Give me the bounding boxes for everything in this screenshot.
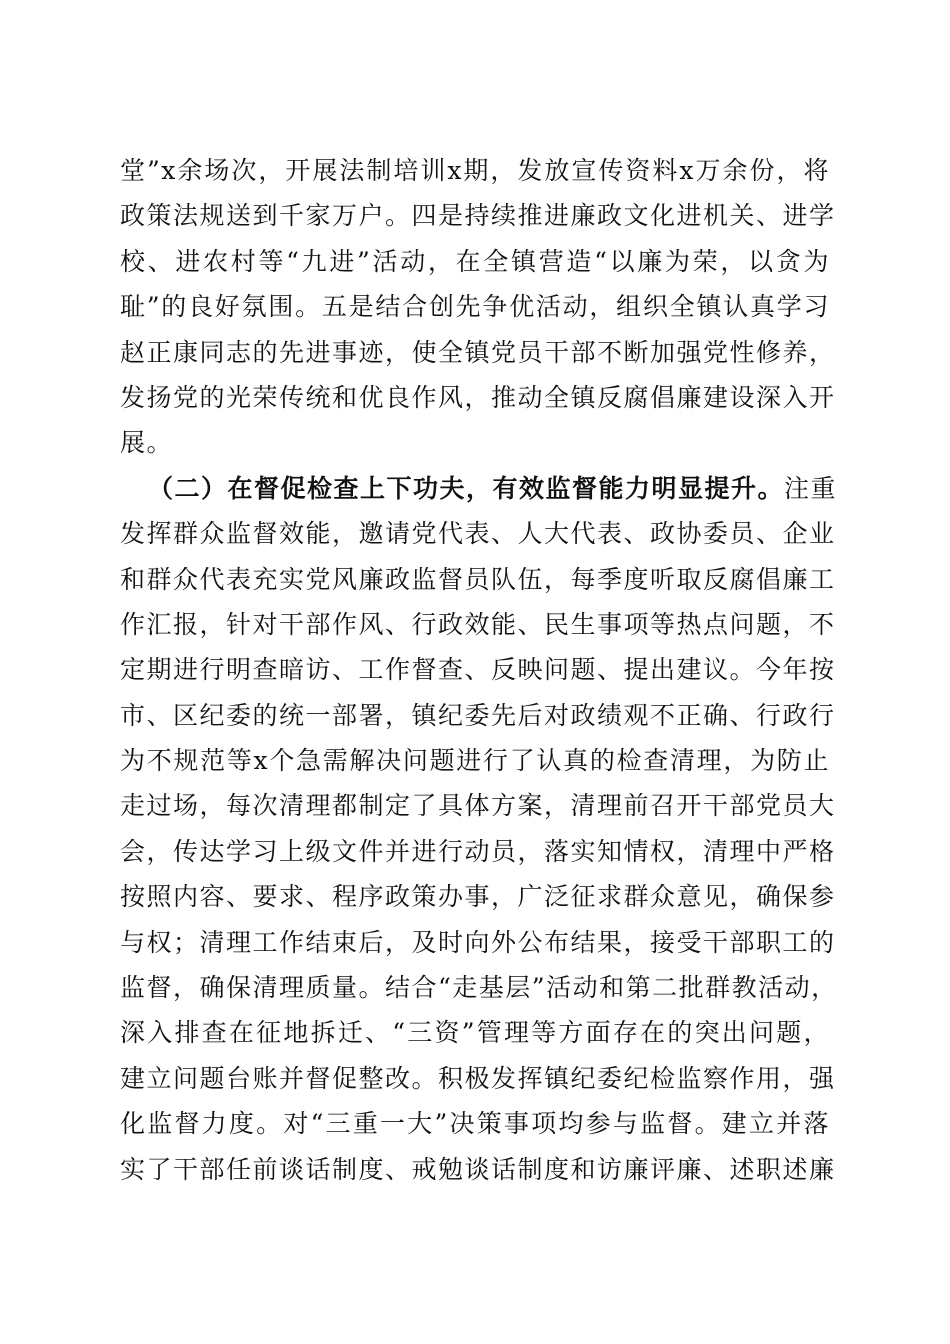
paragraph-line [120, 148, 830, 193]
line-text: 市、区纪委的统一部署，镇纪委先后对政绩观不正确、行政行 [120, 700, 836, 730]
paragraph-line [120, 239, 830, 284]
line-text: 深入排查在征地拆迁、“三资”管理等方面存在的突出问题， [120, 1018, 830, 1048]
line-text: 校、进农村等“九进”活动，在全镇营造“以廉为荣，以贪为 [120, 246, 830, 276]
line-text: 耻”的良好氛围。五是结合创先争优活动，组织全镇认真学习 [120, 292, 830, 322]
line-text: 会，传达学习上级文件并进行动员，落实知情权，清理中严格 [120, 836, 836, 866]
paragraph-line [120, 738, 830, 783]
paragraph-line [120, 783, 836, 828]
line-text: 发扬党的光荣传统和优良作风，推动全镇反腐倡廉建设深入开 [120, 382, 836, 412]
line-text: 与权；清理工作结束后，及时向外公布结果，接受干部职工的 [120, 927, 836, 957]
line-text: 定期进行明查暗访、工作督查、反映问题、提出建议。今年按 [120, 655, 836, 685]
line-text: 堂”x余场次，开展法制培训x期，发放宣传资料x万余份，将 [120, 156, 830, 185]
paragraph-line [120, 557, 836, 602]
paragraph-line [120, 1056, 836, 1101]
paragraph-line [120, 829, 836, 874]
paragraph-line [120, 920, 836, 965]
line-text: 发挥群众监督效能，邀请党代表、人大代表、政协委员、企业 [120, 519, 836, 549]
line-text: 政策法规送到千家万户。四是持续推进廉政文化进机关、进学 [120, 201, 836, 231]
line-text: 建立问题台账并督促整改。积极发挥镇纪委纪检监察作用，强 [120, 1063, 836, 1093]
paragraph-line [120, 693, 836, 738]
line-text: 走过场，每次清理都制定了具体方案，清理前召开干部党员大 [120, 791, 836, 821]
paragraph-line [120, 1101, 830, 1146]
paragraph-line [120, 193, 836, 238]
paragraph-line [120, 602, 836, 647]
paragraph-line [120, 511, 836, 556]
paragraph-line [120, 420, 830, 465]
paragraph-line [120, 1147, 836, 1192]
section-heading-line [120, 466, 838, 511]
paragraph-line [120, 375, 836, 420]
line-text: 作汇报，针对干部作风、行政效能、民生事项等热点问题，不 [120, 609, 836, 639]
line-text: 赵正康同志的先进事迹，使全镇党员干部不断加强党性修养， [120, 337, 836, 367]
line-text: 化监督力度。对“三重一大”决策事项均参与监督。建立并落 [120, 1109, 830, 1139]
line-text: 为不规范等x个急需解决问题进行了认真的检查清理，为防止 [120, 746, 830, 776]
paragraph-line [120, 330, 836, 375]
paragraph-line [120, 1010, 830, 1055]
section-heading: （二）在督促检查上下功夫，有效监督能力明显提升。 [148, 473, 785, 503]
line-text: 展。 [120, 428, 174, 458]
line-text: 注重 [784, 473, 838, 503]
line-text: 和群众代表充实党风廉政监督员队伍，每季度听取反腐倡廉工 [120, 564, 836, 594]
line-text: 实了干部任前谈话制度、戒勉谈话制度和访廉评廉、述职述廉 [120, 1154, 836, 1184]
paragraph-line [120, 284, 830, 329]
document-body [120, 148, 838, 1192]
line-text: 按照内容、要求、程序政策办事，广泛征求群众意见，确保参 [120, 882, 836, 912]
paragraph-line [120, 965, 838, 1010]
line-text: 监督，确保清理质量。结合“走基层”活动和第二批群教活动， [120, 973, 838, 1003]
paragraph-line [120, 874, 836, 919]
paragraph-line [120, 647, 836, 692]
